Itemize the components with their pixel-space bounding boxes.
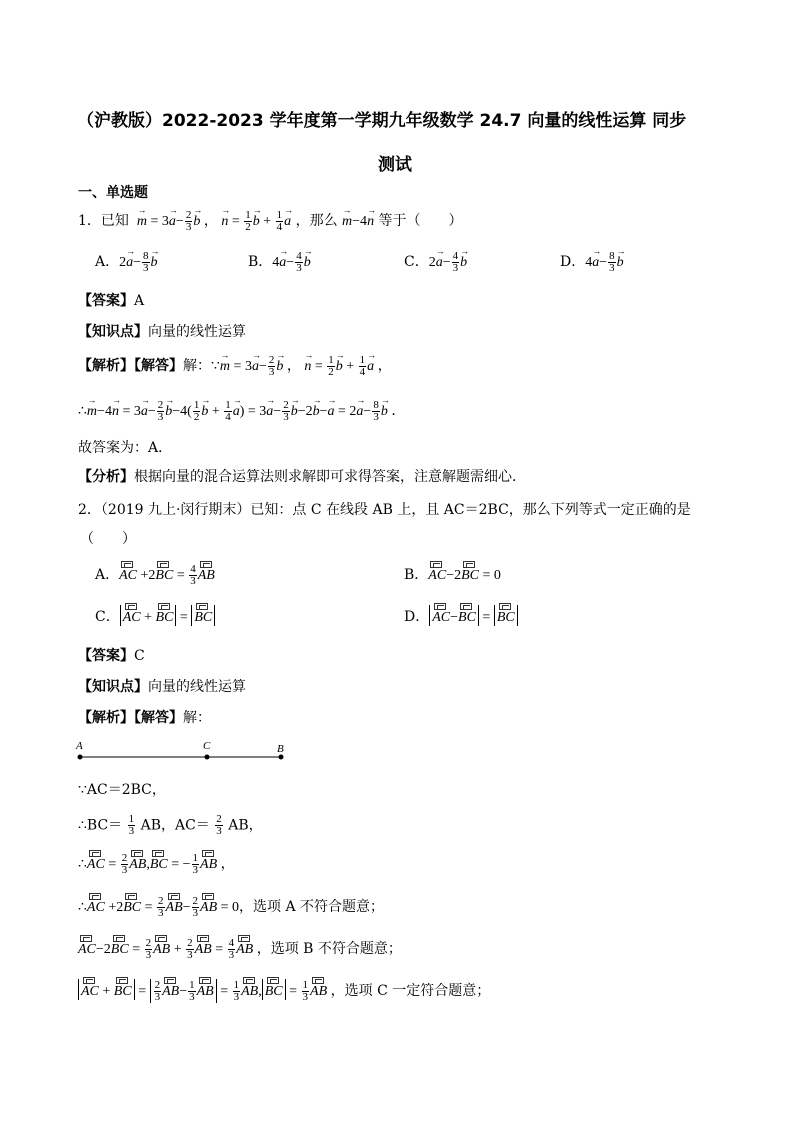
segment-diagram (74, 736, 294, 766)
q1-fenxi-row (78, 466, 526, 486)
q2-step2-c: AB， (228, 817, 263, 834)
doc-title-line2: 测试 (378, 155, 412, 175)
q1-solution-row2: ∴→ m−4→ n = 3→ a− $\frac{2}{3}$ → b−4( $\frac{1}{2}$ → b + $\frac{1}{4}$ → a) = 3→ a− $\frac{2}{3}$ → b−2→ b−→ a = 2→ a− $\frac{8}{3}$ → b ． (78, 400, 405, 423)
q2-option-a[interactable]: A．AC +2BC = $\frac{4}{3}$ AB (95, 563, 215, 588)
q1-equals: 等于（ ） (378, 213, 463, 229)
q2-step5: AC−2BC = $\frac{2}{3}$ AB + $\frac{2}{3}$ AB = $\frac{4}{3}$ AB ，选项 B 不符合题意； (78, 937, 402, 962)
q2-remark-c: ，选项 C 一定符合题意； (330, 983, 491, 999)
q2-answer-value: C (134, 648, 145, 664)
q1-solution-row1: 【解析】【解答】解：∵→ m = 3→ a− $\frac{2}{3}$ → b ， → n = $\frac{1}{2}$ → b + $\frac{1}{4}$ → a ， (78, 355, 392, 378)
q2-step2-b: AB，AC＝ (140, 817, 210, 834)
q2-option-b[interactable]: B．AC−2BC = 0 (404, 567, 501, 583)
q2-analysis-label: 【解析】【解答】 (78, 710, 183, 726)
q1-knowledge-label: 【知识点】 (78, 324, 148, 340)
q2-stem: 2．（2019 九上·闵行期末）已知：点 C 在线段 AB 上，且 AC＝2BC，那么下列等式一定正确的是 (78, 502, 691, 518)
point-b-dot (279, 755, 284, 760)
q1-number: 1．已知 (78, 213, 129, 229)
q2-knowledge-label: 【知识点】 (78, 679, 148, 695)
q1-knowledge-value: 向量的线性运算 (148, 324, 246, 340)
doc-title-line1: （沪教版）2022-2023 学年度第一学期九年级数学 24.7 向量的线性运算 同步 (77, 111, 687, 131)
q1-fenxi-label: 【分析】 (78, 469, 134, 485)
q2-analysis-row (78, 707, 211, 727)
point-c-dot (205, 755, 210, 760)
q2-step4: ∴AC +2BC = $\frac{2}{3}$ AB− $\frac{2}{3}$ AB = 0，选项 A 不符合题意； (78, 895, 385, 920)
q2-option-d-label: D． (404, 609, 430, 625)
q2-remark-a: ，选项 A 不符合题意； (239, 899, 385, 915)
q1-option-d-label: D． (560, 254, 586, 270)
q2-answer-label: 【答案】 (78, 648, 134, 664)
q2-step2: ∴BC＝ $\frac{1}{3}$ AB，AC＝ $\frac{2}{3}$ AB， (78, 813, 263, 837)
q1-conclusion: 故答案为：A． (78, 440, 173, 456)
q1-option-c[interactable]: C．2→ a− $\frac{4}{3}$ → b (404, 251, 467, 274)
q2-step2-a: ∴BC＝ (78, 817, 123, 834)
q1-answer-label: 【答案】 (78, 293, 134, 309)
point-a-label: A (76, 740, 83, 752)
q1-answer-value: A (134, 293, 145, 309)
q2-option-c[interactable]: C． AC + BC = BC (95, 605, 215, 626)
q2-option-d[interactable]: D． AC−BC = BC (404, 605, 518, 626)
q1-option-d[interactable]: D．4→ a− $\frac{8}{3}$ → b (560, 251, 624, 274)
point-c-label: C (203, 740, 211, 752)
q1-then: ，那么 (295, 213, 338, 229)
q2-step3: ∴AC = $\frac{2}{3}$ AB,BC = − $\frac{1}{3}$ AB ， (78, 852, 235, 877)
q2-step6: AC + BC = $\frac{2}{3}$ AB− $\frac{1}{3}$ AB = $\frac{1}{3}$ AB, BC = $\frac{1}{3}$ AB ，选项 C 一定符合题意； (78, 979, 490, 1003)
q2-paren: （ ） (80, 531, 136, 547)
q2-answer-row (78, 645, 145, 665)
q2-solution-prefix: 解： (183, 710, 211, 726)
q1-option-b[interactable]: B．4→ a− $\frac{4}{3}$ → b (248, 251, 311, 274)
q2-remark-b: ，选项 B 不符合题意； (256, 941, 402, 957)
q1-given-m: → m = 3→ a− $\frac{2}{3}$ → b ， → n = $\frac{1}{2}$ → b + $\frac{1}{4}$ → a (133, 214, 291, 229)
q1-option-c-label: C． (404, 254, 429, 270)
q1-analysis-label: 【解析】【解答】 (78, 358, 183, 374)
q2-option-c-label: C． (95, 609, 120, 625)
point-a-dot (78, 755, 83, 760)
q1-fenxi-value: 根据向量的混合运算法则求解即可求得答案，注意解题需细心． (134, 469, 526, 485)
q2-knowledge-row (78, 676, 246, 696)
point-b-label: B (277, 743, 284, 755)
q1-option-a-label: A． (95, 254, 120, 270)
q1-answer-row (78, 290, 144, 310)
q1-knowledge-row (78, 321, 246, 341)
q2-option-a-label: A． (95, 567, 120, 583)
q2-option-b-label: B． (404, 567, 429, 583)
q1-expr: → m−4→ n (342, 214, 374, 229)
q1-option-b-label: B． (248, 254, 273, 270)
q1-solution-prefix: 解： (183, 358, 211, 374)
q2-step1: ∵AC＝2BC， (78, 782, 166, 798)
section-heading: 一、单选题 (78, 185, 148, 201)
q2-knowledge-value: 向量的线性运算 (148, 679, 246, 695)
q1-stem (78, 210, 463, 233)
q1-option-a[interactable]: A．2→ a− $\frac{8}{3}$ → b (95, 251, 158, 274)
